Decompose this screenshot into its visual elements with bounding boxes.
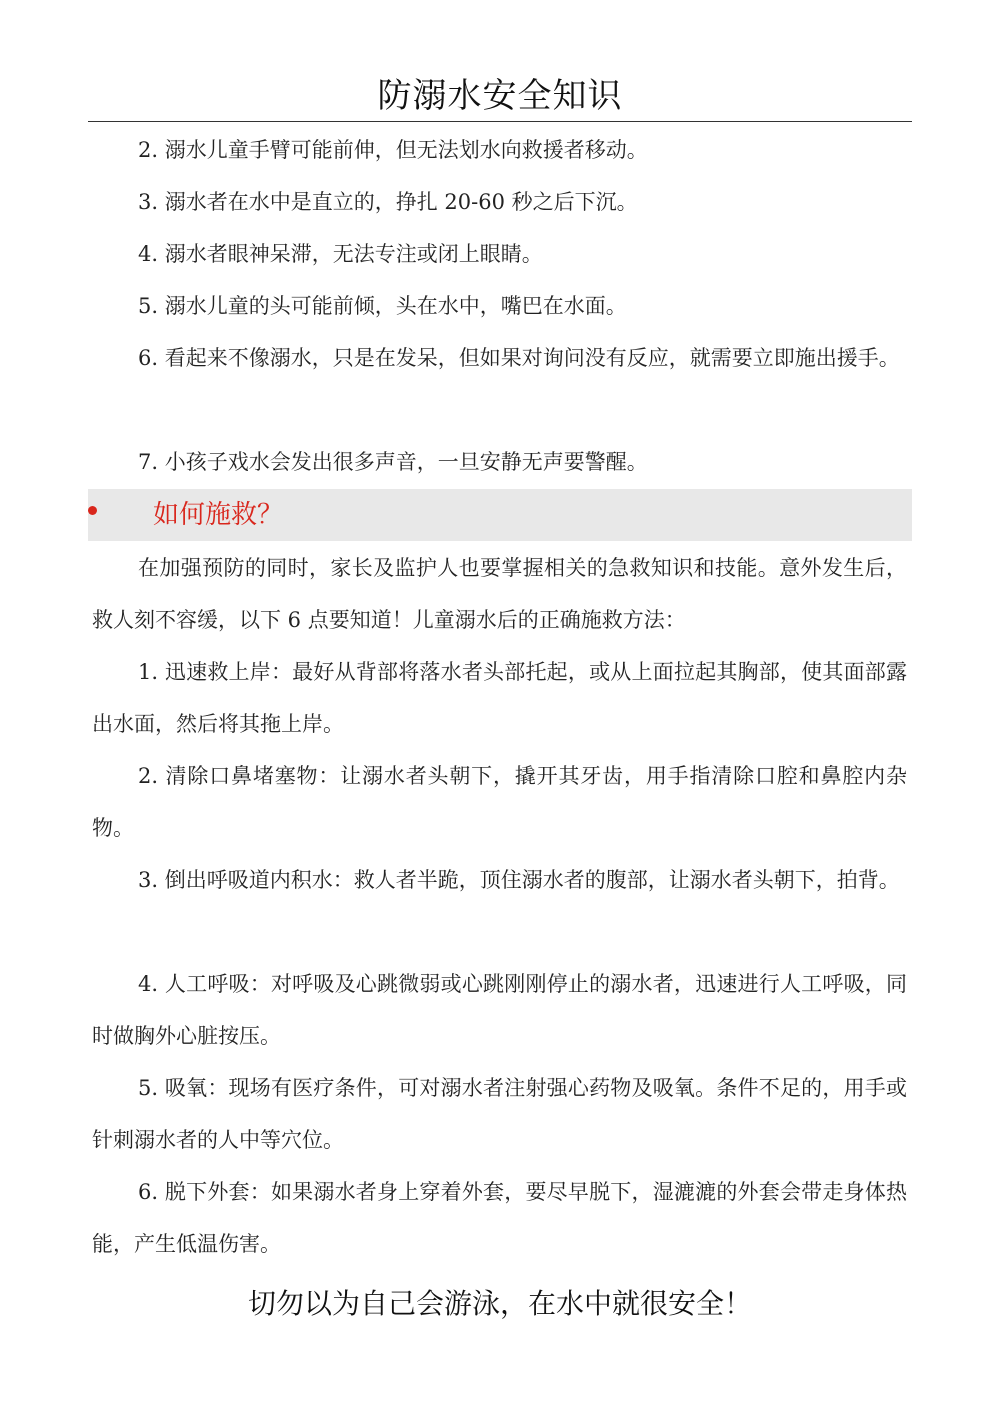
rescue-step-5: 5. 吸氧：现场有医疗条件，可对溺水者注射强心药物及吸氧。条件不足的，用手或针刺溺水者的人中等穴位。 [92, 1076, 907, 1152]
sign-item-3: 3. 溺水者在水中是直立的，挣扎 20-60 秒之后下沉。 [138, 190, 638, 214]
title-divider [88, 121, 912, 122]
section-heading-rescue: 如何施救？ [153, 500, 284, 530]
sign-item-6: 6. 看起来不像溺水，只是在发呆，但如果对询问没有反应，就需要立即施出援手。 [138, 346, 900, 370]
closing-slogan: 切勿以为自己会游泳，在水中就很安全！ [247, 1287, 752, 1320]
rescue-intro: 在加强预防的同时，家长及监护人也要掌握相关的急救知识和技能。意外发生后，救人刻不容缓，以下 6 点要知道！儿童溺水后的正确施救方法： [92, 556, 907, 632]
sign-item-2: 2. 溺水儿童手臂可能前伸，但无法划水向救援者移动。 [138, 138, 648, 162]
rescue-step-4: 4. 人工呼吸：对呼吸及心跳微弱或心跳刚刚停止的溺水者，迅速进行人工呼吸，同时做胸外心脏按压。 [92, 972, 907, 1048]
rescue-step-6: 6. 脱下外套：如果溺水者身上穿着外套，要尽早脱下，湿漉漉的外套会带走身体热能，产生低温伤害。 [92, 1180, 907, 1256]
rescue-step-3: 3. 倒出呼吸道内积水：救人者半跪，顶住溺水者的腹部，让溺水者头朝下，拍背。 [138, 868, 900, 892]
rescue-step-1: 1. 迅速救上岸：最好从背部将落水者头部托起，或从上面拉起其胸部，使其面部露出水面，然后将其拖上岸。 [92, 660, 907, 736]
sign-item-7: 7. 小孩子戏水会发出很多声音，一旦安静无声要警醒。 [138, 450, 648, 474]
page-title: 防溺水安全知识 [377, 76, 623, 116]
rescue-step-2: 2. 清除口鼻堵塞物：让溺水者头朝下，撬开其牙齿，用手指清除口腔和鼻腔内杂物。 [92, 764, 907, 840]
sign-item-4: 4. 溺水者眼神呆滞，无法专注或闭上眼睛。 [138, 242, 543, 266]
bullet-icon [88, 506, 97, 515]
sign-item-5: 5. 溺水儿童的头可能前倾，头在水中，嘴巴在水面。 [138, 294, 627, 318]
